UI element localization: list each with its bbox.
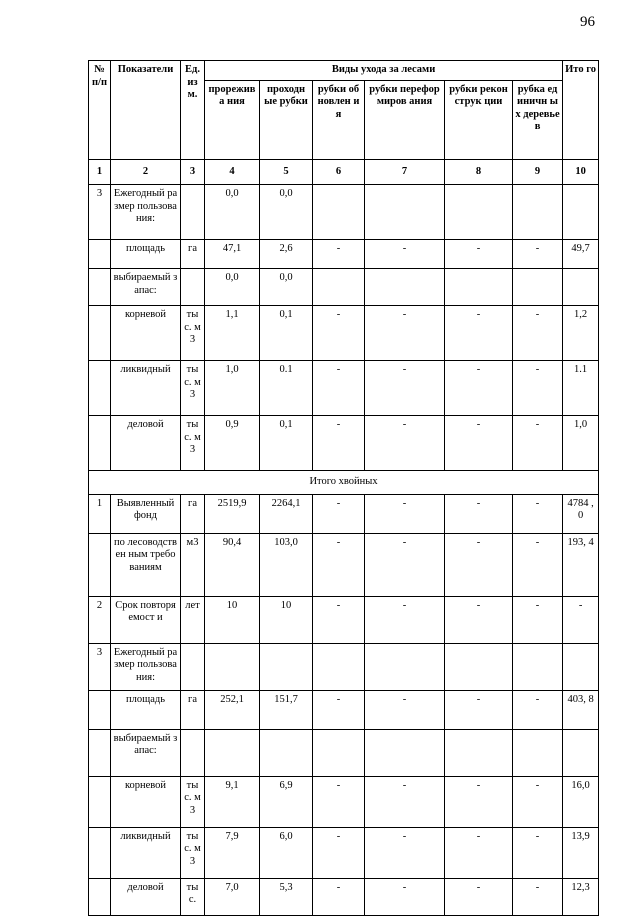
header-reformation-cuttings: рубки переформиров ания — [365, 80, 445, 159]
table-cell: 403, 8 — [563, 690, 599, 729]
table-cell: 0,0 — [205, 185, 260, 240]
table-cell: 90,4 — [205, 533, 260, 596]
table-cell: - — [445, 690, 513, 729]
table-cell: - — [513, 416, 563, 471]
table-cell: - — [563, 596, 599, 643]
table-cell: - — [313, 827, 365, 878]
header-care-types: Виды ухода за лесами — [205, 61, 563, 81]
header-thinning: прорежива ния — [205, 80, 260, 159]
header-indicators: Показатели — [111, 61, 181, 160]
table-cell — [445, 185, 513, 240]
table-cell — [313, 269, 365, 306]
table-row — [89, 878, 599, 915]
table-cell — [181, 643, 205, 690]
table-cell: - — [313, 533, 365, 596]
header-reconstruction-cuttings: рубки реконструк ции — [445, 80, 513, 159]
table-cell: - — [365, 776, 445, 827]
table-cell: площадь — [111, 240, 181, 269]
table-cell — [563, 643, 599, 690]
table-cell: - — [365, 878, 445, 915]
table-cell: 49,7 — [563, 240, 599, 269]
table-cell: деловой — [111, 878, 181, 915]
column-number-cell: 1 — [89, 159, 111, 185]
table-cell: - — [313, 494, 365, 533]
table-cell — [89, 240, 111, 269]
table-cell: Выявленный фонд — [111, 494, 181, 533]
table-cell: 1,0 — [563, 416, 599, 471]
table-cell: выбираемый запас: — [111, 729, 181, 776]
table-cell: - — [365, 240, 445, 269]
table-cell: 1,2 — [563, 306, 599, 361]
table-cell — [89, 306, 111, 361]
table-row — [89, 776, 599, 827]
table-row — [89, 643, 599, 690]
header-passage-cuttings: проходн ые рубки — [260, 80, 313, 159]
table-row — [89, 690, 599, 729]
table-cell: - — [445, 416, 513, 471]
table-cell: ты с. м3 — [181, 306, 205, 361]
table-cell: - — [313, 690, 365, 729]
header-row-1 — [89, 61, 599, 81]
table-cell: лет — [181, 596, 205, 643]
table-cell — [365, 185, 445, 240]
page-number: 96 — [580, 14, 595, 30]
table-cell: 2264,1 — [260, 494, 313, 533]
table-cell: - — [365, 306, 445, 361]
table-cell: 13,9 — [563, 827, 599, 878]
table-row — [89, 361, 599, 416]
table-cell: Ежегодный размер пользования: — [111, 185, 181, 240]
table-cell: - — [365, 361, 445, 416]
table-cell: га — [181, 240, 205, 269]
table-cell: 6,0 — [260, 827, 313, 878]
table-cell: 9,1 — [205, 776, 260, 827]
table-cell: 193, 4 — [563, 533, 599, 596]
table-cell: 10 — [260, 596, 313, 643]
table-cell — [313, 729, 365, 776]
table-cell: 103,0 — [260, 533, 313, 596]
column-number-cell: 9 — [513, 159, 563, 185]
table-cell: корневой — [111, 306, 181, 361]
table-cell: - — [513, 533, 563, 596]
table-cell — [89, 361, 111, 416]
table-cell: площадь — [111, 690, 181, 729]
table-cell — [89, 776, 111, 827]
table-cell — [365, 269, 445, 306]
table-cell: 2519,9 — [205, 494, 260, 533]
table-row — [89, 240, 599, 269]
table-cell: - — [445, 878, 513, 915]
table-cell: 2 — [89, 596, 111, 643]
column-number-cell: 8 — [445, 159, 513, 185]
table-cell: - — [445, 306, 513, 361]
table-cell: - — [445, 494, 513, 533]
table-cell — [313, 185, 365, 240]
table-cell: - — [313, 776, 365, 827]
table-cell: корневой — [111, 776, 181, 827]
table-cell: м3 — [181, 533, 205, 596]
table-cell — [445, 729, 513, 776]
header-renewal-cuttings: рубки обновлен ия — [313, 80, 365, 159]
table-cell: 1 — [89, 494, 111, 533]
table-cell: Ежегодный размер пользования: — [111, 643, 181, 690]
table-cell: - — [513, 306, 563, 361]
section-row — [89, 471, 599, 495]
table-row — [89, 596, 599, 643]
table-cell: - — [513, 776, 563, 827]
table-cell — [563, 185, 599, 240]
header-number: № п/п — [89, 61, 111, 160]
table-cell — [313, 643, 365, 690]
table-cell: 252,1 — [205, 690, 260, 729]
section-title: Итого хвойных — [89, 471, 599, 495]
table-cell — [89, 416, 111, 471]
table-cell: га — [181, 690, 205, 729]
table-cell: - — [513, 240, 563, 269]
table-cell: 1,0 — [205, 361, 260, 416]
table-row — [89, 306, 599, 361]
table-cell: - — [445, 776, 513, 827]
table-cell: ты с. м3 — [181, 416, 205, 471]
table-cell — [181, 269, 205, 306]
table-cell: - — [365, 827, 445, 878]
forest-care-table — [88, 60, 599, 916]
table-row — [89, 185, 599, 240]
table-cell: 0,0 — [260, 185, 313, 240]
table-cell: 12,3 — [563, 878, 599, 915]
table-cell: по лесоводствен ным требованиям — [111, 533, 181, 596]
table-cell — [89, 878, 111, 915]
table-cell: - — [513, 361, 563, 416]
table-cell: Срок повторяемост и — [111, 596, 181, 643]
table-cell: - — [313, 596, 365, 643]
table-cell: 1.1 — [563, 361, 599, 416]
table-cell: - — [365, 596, 445, 643]
table-cell: ликвидный — [111, 827, 181, 878]
table-cell — [563, 729, 599, 776]
table-cell — [89, 690, 111, 729]
column-number-cell: 5 — [260, 159, 313, 185]
table-cell: ты с. м3 — [181, 361, 205, 416]
table-cell: - — [513, 596, 563, 643]
table-cell: 0,1 — [260, 416, 313, 471]
table-cell — [89, 729, 111, 776]
table-cell: - — [313, 416, 365, 471]
table-row — [89, 416, 599, 471]
table-cell: - — [445, 596, 513, 643]
table-cell: 7,9 — [205, 827, 260, 878]
column-number-row — [89, 159, 599, 185]
table-cell: 4784 ,0 — [563, 494, 599, 533]
table-cell — [205, 729, 260, 776]
table-cell: 2,6 — [260, 240, 313, 269]
table-cell: 47,1 — [205, 240, 260, 269]
table-cell: 0,9 — [205, 416, 260, 471]
table-row — [89, 269, 599, 306]
table-row — [89, 494, 599, 533]
table-row — [89, 533, 599, 596]
table-cell: ликвидный — [111, 361, 181, 416]
table-row — [89, 729, 599, 776]
table-cell — [513, 185, 563, 240]
table-cell — [513, 269, 563, 306]
table-cell — [89, 827, 111, 878]
table-cell: 16,0 — [563, 776, 599, 827]
column-number-cell: 7 — [365, 159, 445, 185]
table-cell — [513, 729, 563, 776]
table-cell: 7,0 — [205, 878, 260, 915]
table-cell: - — [365, 416, 445, 471]
table-cell: - — [513, 690, 563, 729]
table-cell: ты с. м3 — [181, 827, 205, 878]
table-cell: га — [181, 494, 205, 533]
table-cell: - — [513, 827, 563, 878]
table-cell: 0,0 — [205, 269, 260, 306]
table-cell: - — [445, 533, 513, 596]
table-cell: - — [313, 361, 365, 416]
table-cell: 6,9 — [260, 776, 313, 827]
table-cell: ты с. м3 — [181, 776, 205, 827]
table-cell — [89, 269, 111, 306]
table-cell: выбираемый запас: — [111, 269, 181, 306]
table-cell — [365, 729, 445, 776]
table-cell — [513, 643, 563, 690]
table-cell: ты с. — [181, 878, 205, 915]
table-cell: 1,1 — [205, 306, 260, 361]
table-cell: 151,7 — [260, 690, 313, 729]
table-cell — [563, 269, 599, 306]
table-cell: - — [313, 878, 365, 915]
table-cell: - — [445, 827, 513, 878]
table-cell: 5,3 — [260, 878, 313, 915]
table-cell — [445, 269, 513, 306]
table-cell: деловой — [111, 416, 181, 471]
table-cell: 10 — [205, 596, 260, 643]
column-number-cell: 6 — [313, 159, 365, 185]
table-cell: - — [365, 494, 445, 533]
column-number-cell: 3 — [181, 159, 205, 185]
table-cell: - — [313, 306, 365, 361]
table-cell: 0,1 — [260, 306, 313, 361]
table-cell: - — [313, 240, 365, 269]
table-cell: 0,0 — [260, 269, 313, 306]
table-cell: - — [365, 533, 445, 596]
table-cell: - — [365, 690, 445, 729]
table-cell: - — [513, 494, 563, 533]
table-cell — [260, 643, 313, 690]
header-unit: Ед. из м. — [181, 61, 205, 160]
table-cell: 3 — [89, 643, 111, 690]
table-cell — [260, 729, 313, 776]
table-cell — [181, 729, 205, 776]
table-cell: - — [445, 240, 513, 269]
table-cell: 3 — [89, 185, 111, 240]
header-single-tree-cutting: рубка единичн ых деревьев — [513, 80, 563, 159]
table-cell — [181, 185, 205, 240]
table-row — [89, 827, 599, 878]
table-cell: - — [513, 878, 563, 915]
column-number-cell: 10 — [563, 159, 599, 185]
table-cell — [365, 643, 445, 690]
column-number-cell: 4 — [205, 159, 260, 185]
table-cell: - — [445, 361, 513, 416]
header-total: Ито го — [563, 61, 599, 160]
table-cell — [445, 643, 513, 690]
table-cell — [89, 533, 111, 596]
table-cell: 0.1 — [260, 361, 313, 416]
column-number-cell: 2 — [111, 159, 181, 185]
table-cell — [205, 643, 260, 690]
